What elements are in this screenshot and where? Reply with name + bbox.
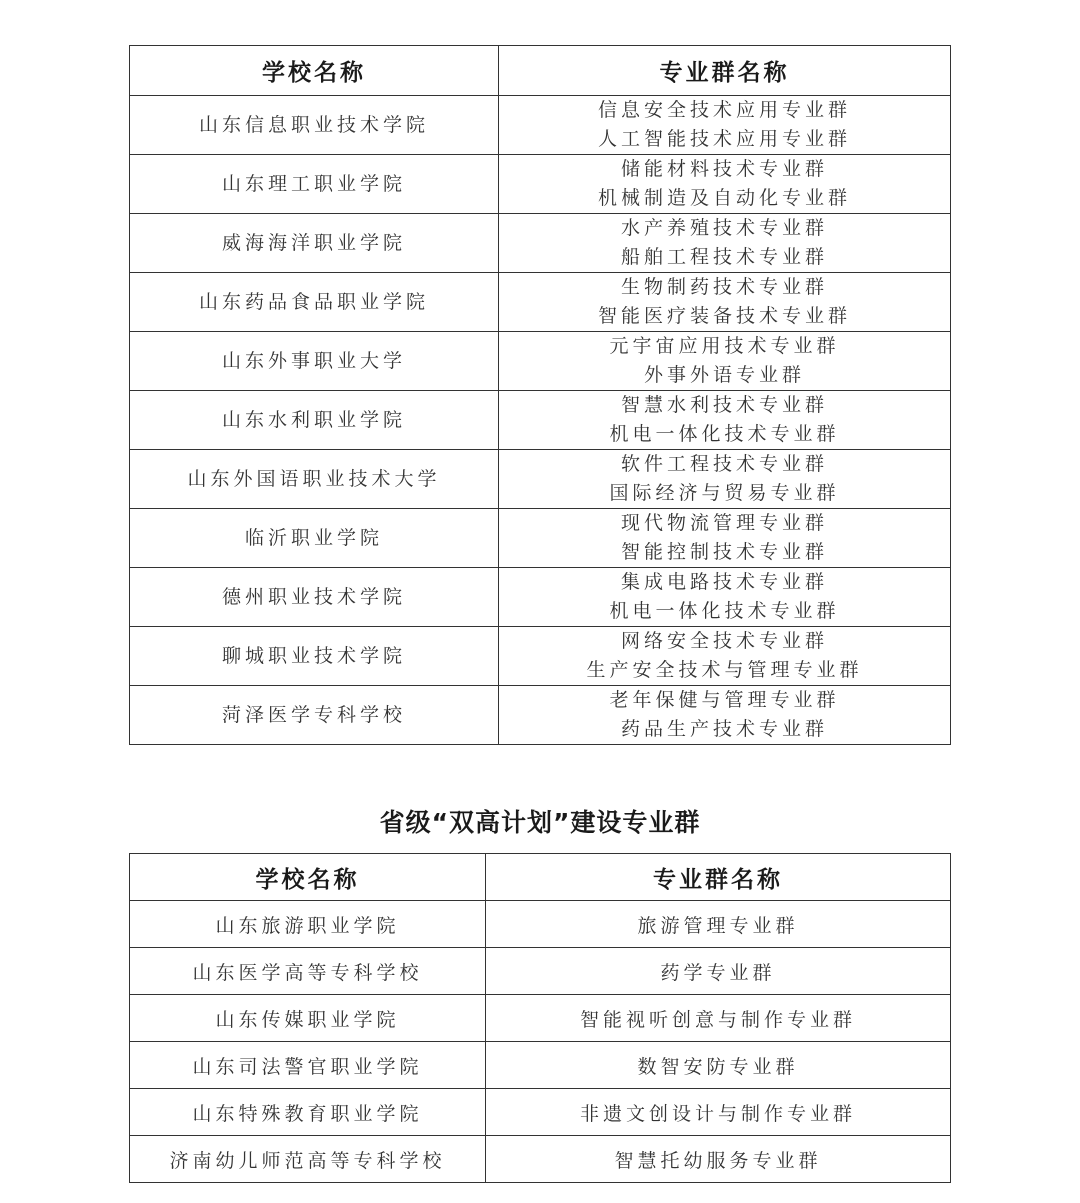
table-row: [130, 995, 951, 1042]
school-name-cell: 山东理工职业学院: [130, 155, 499, 214]
table-major-groups-1: [129, 45, 951, 745]
header-school-name: 学校名称: [130, 854, 486, 901]
group-name-cell: 智能视听创意与制作专业群: [486, 995, 951, 1042]
school-name-cell: 菏泽医学专科学校: [130, 686, 499, 745]
table-row: [130, 901, 951, 948]
group-name: 外事外语专业群: [643, 364, 805, 386]
group-name: 水产养殖技术专业群: [620, 217, 828, 239]
group-name-cell: [499, 214, 951, 273]
group-name: 智慧水利技术专业群: [620, 394, 828, 416]
group-name-cell: [499, 273, 951, 332]
table2-body: [130, 901, 951, 1183]
school-name-cell: 山东司法警官职业学院: [130, 1042, 486, 1089]
table-row: [130, 627, 951, 686]
group-name: 信息安全技术应用专业群: [597, 99, 851, 121]
school-name-cell: 山东医学高等专科学校: [130, 948, 486, 995]
table-row: [130, 391, 951, 450]
group-name-cell: [499, 391, 951, 450]
school-name-cell: 聊城职业技术学院: [130, 627, 499, 686]
school-name-cell: 德州职业技术学院: [130, 568, 499, 627]
table-row: [130, 1089, 951, 1136]
group-name-cell: [499, 627, 951, 686]
table-row: [130, 273, 951, 332]
table-header-row: [130, 46, 951, 96]
group-name-cell: [499, 332, 951, 391]
header-school-name: 学校名称: [130, 46, 499, 96]
group-name-cell: [499, 96, 951, 155]
table-major-groups-2: [129, 853, 951, 1183]
school-name-cell: 山东外国语职业技术大学: [130, 450, 499, 509]
group-name-cell: 非遗文创设计与制作专业群: [486, 1089, 951, 1136]
school-name-cell: 山东特殊教育职业学院: [130, 1089, 486, 1136]
group-name-cell: 旅游管理专业群: [486, 901, 951, 948]
table-row: [130, 568, 951, 627]
group-name-cell: 智慧托幼服务专业群: [486, 1136, 951, 1183]
table-row: [130, 1042, 951, 1089]
group-name: 生产安全技术与管理专业群: [586, 659, 863, 681]
school-name-cell: 山东传媒职业学院: [130, 995, 486, 1042]
group-name: 网络安全技术专业群: [620, 630, 828, 652]
section-title: 省级“双高计划”建设专业群: [379, 808, 701, 837]
group-name: 储能材料技术专业群: [620, 158, 828, 180]
group-name-cell: [499, 686, 951, 745]
group-name: 机电一体化技术专业群: [609, 600, 840, 622]
group-name-cell: [499, 450, 951, 509]
table-row: [130, 332, 951, 391]
school-name-cell: 山东外事职业大学: [130, 332, 499, 391]
table-row: [130, 948, 951, 995]
group-name: 智能控制技术专业群: [620, 541, 828, 563]
group-name: 老年保健与管理专业群: [609, 689, 840, 711]
table-row: [130, 155, 951, 214]
group-name: 机电一体化技术专业群: [609, 423, 840, 445]
table-header-row: [130, 854, 951, 901]
table-row: [130, 214, 951, 273]
group-name: 生物制药技术专业群: [620, 276, 828, 298]
header-group-name: 专业群名称: [486, 854, 951, 901]
group-name-cell: [499, 155, 951, 214]
school-name-cell: 济南幼儿师范高等专科学校: [130, 1136, 486, 1183]
table1-body: [130, 96, 951, 745]
group-name: 现代物流管理专业群: [620, 512, 828, 534]
table-row: [130, 509, 951, 568]
school-name-cell: 山东水利职业学院: [130, 391, 499, 450]
group-name: 船舶工程技术专业群: [620, 246, 828, 268]
table-row: [130, 96, 951, 155]
table-row: [130, 1136, 951, 1183]
school-name-cell: 山东旅游职业学院: [130, 901, 486, 948]
group-name: 集成电路技术专业群: [620, 571, 828, 593]
group-name: 国际经济与贸易专业群: [609, 482, 840, 504]
table-row: [130, 450, 951, 509]
header-group-name: 专业群名称: [499, 46, 951, 96]
group-name-cell: [499, 509, 951, 568]
group-name-cell: [499, 568, 951, 627]
group-name: 元宇宙应用技术专业群: [609, 335, 840, 357]
table-row: [130, 686, 951, 745]
group-name-cell: 药学专业群: [486, 948, 951, 995]
group-name: 软件工程技术专业群: [620, 453, 828, 475]
school-name-cell: 威海海洋职业学院: [130, 214, 499, 273]
group-name: 人工智能技术应用专业群: [597, 128, 851, 150]
group-name: 机械制造及自动化专业群: [597, 187, 851, 209]
group-name-cell: 数智安防专业群: [486, 1042, 951, 1089]
school-name-cell: 山东药品食品职业学院: [130, 273, 499, 332]
school-name-cell: 山东信息职业技术学院: [130, 96, 499, 155]
group-name: 智能医疗装备技术专业群: [597, 305, 851, 327]
group-name: 药品生产技术专业群: [620, 718, 828, 740]
school-name-cell: 临沂职业学院: [130, 509, 499, 568]
